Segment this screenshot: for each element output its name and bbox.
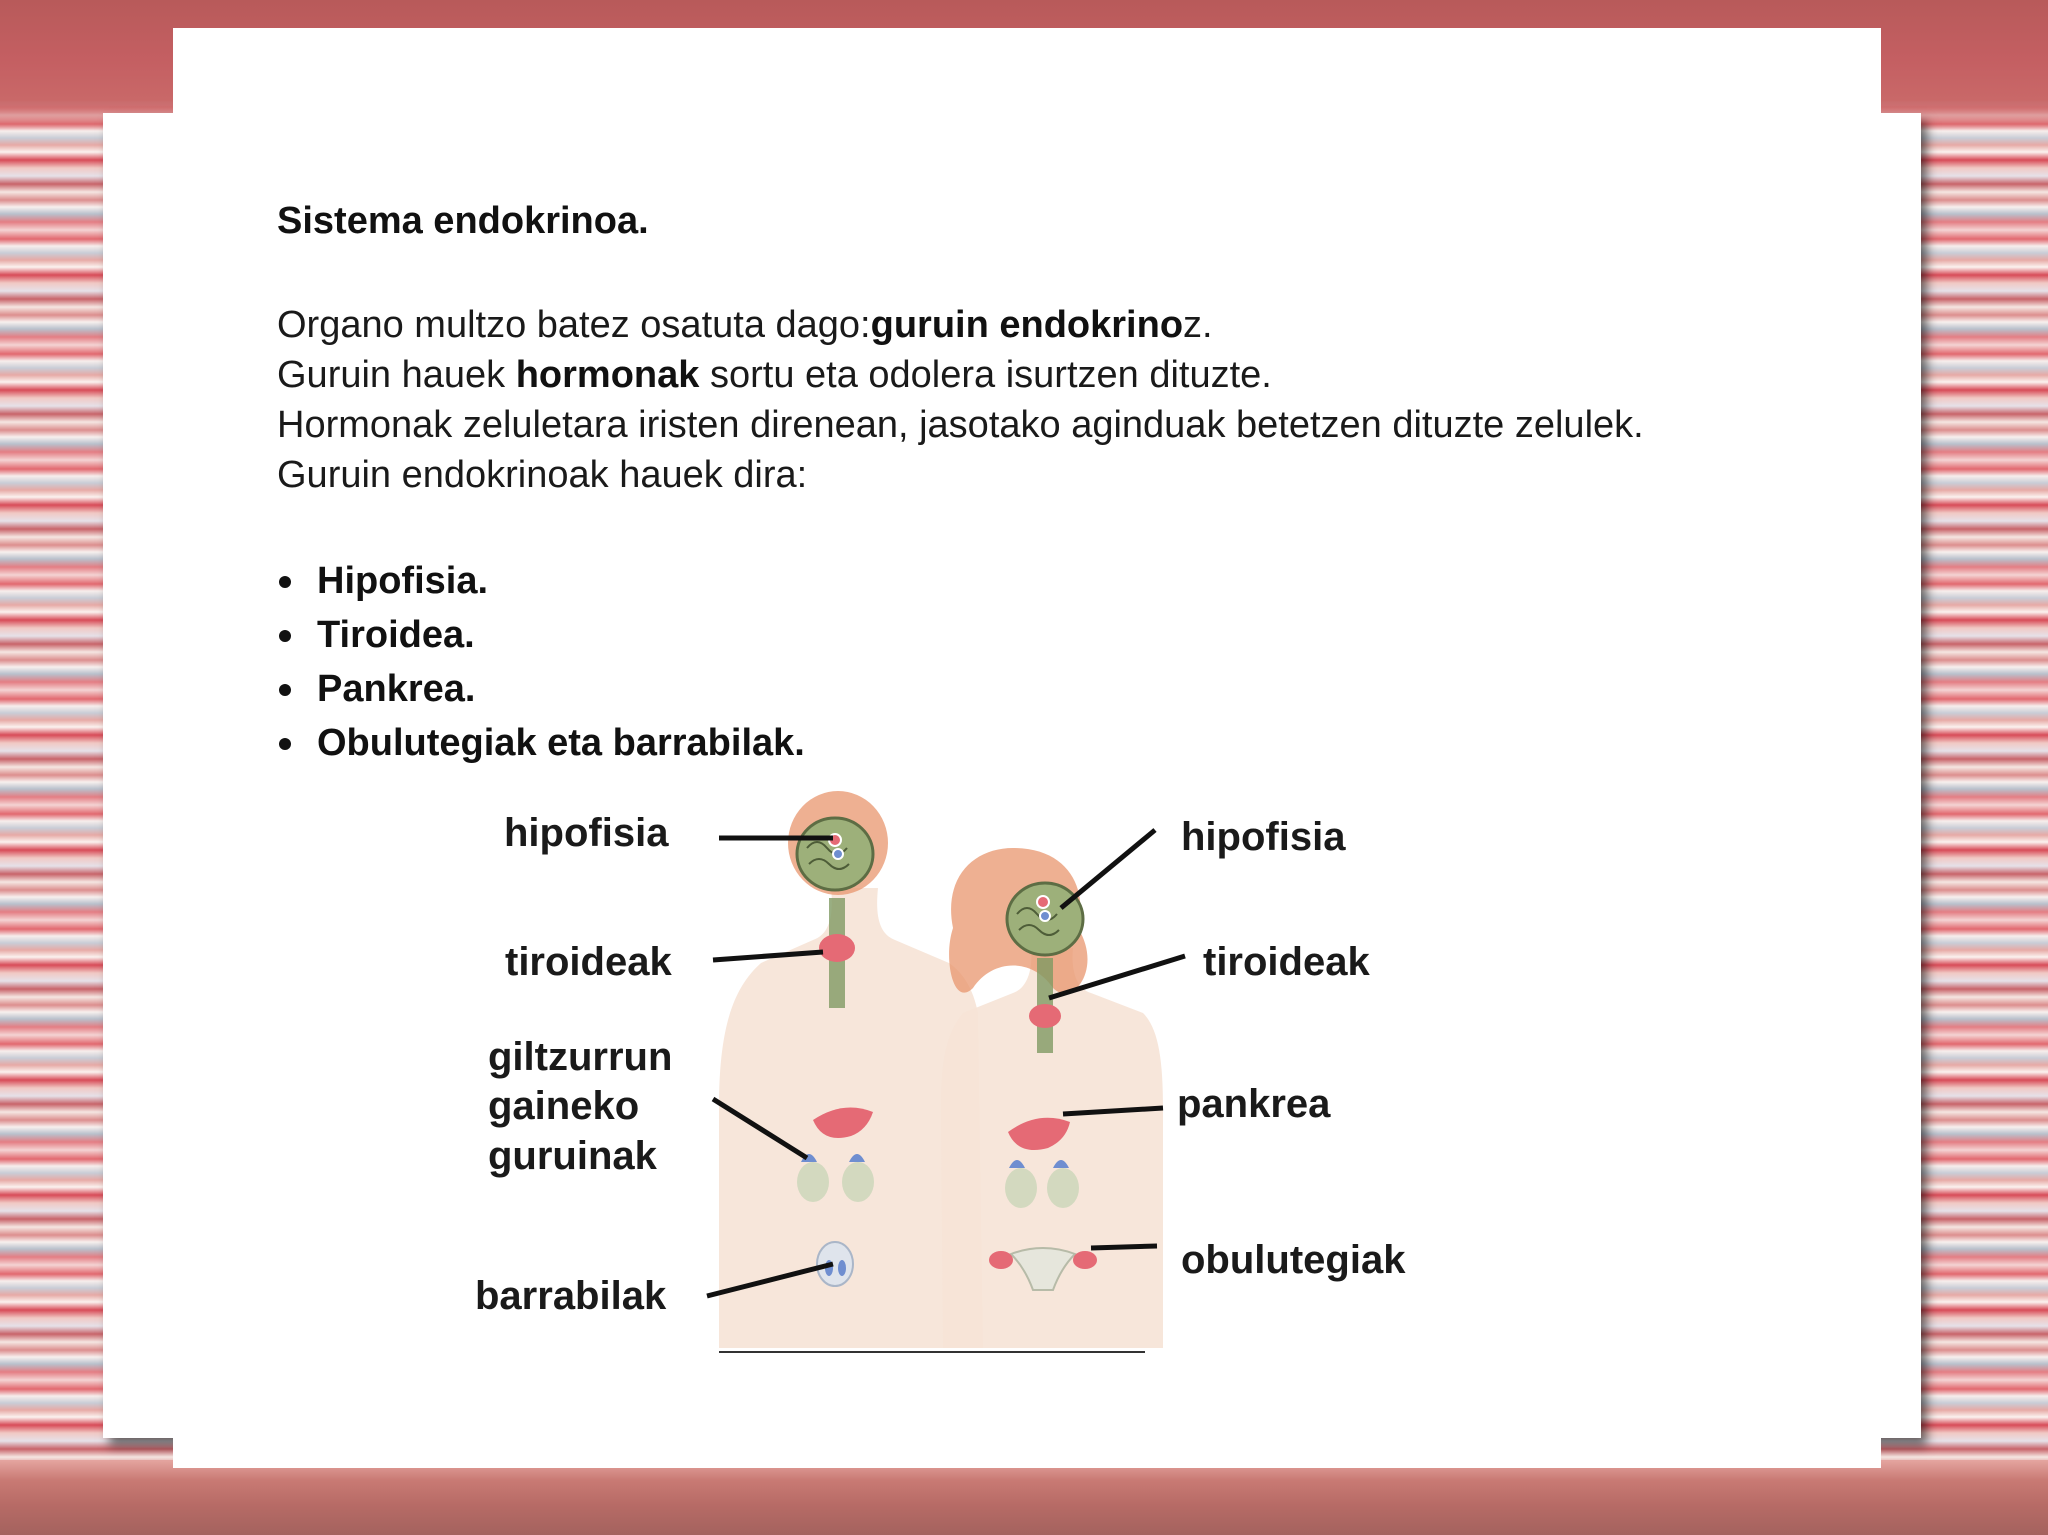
female-thyroid-icon	[1029, 1004, 1061, 1028]
label-tiroideak-female: tiroideak	[1203, 940, 1370, 984]
slide-title: Sistema endokrinoa.	[277, 200, 649, 242]
paragraph-2-end: sortu eta odolera isurtzen dituzte.	[699, 354, 1272, 396]
endocrine-diagram	[173, 28, 1881, 1468]
label-adrenal-line2: gaineko	[488, 1084, 640, 1128]
figures-illustration	[719, 791, 1163, 1352]
female-figure	[941, 848, 1163, 1348]
female-pituitary-icon	[1037, 896, 1049, 908]
label-pankrea: pankrea	[1177, 1082, 1331, 1126]
paragraph-1-end: z.	[1183, 304, 1213, 346]
paragraph-2-bold: hormonak	[515, 354, 700, 396]
list-item: Obulutegiak eta barrabilak.	[277, 716, 805, 770]
slide	[173, 28, 1881, 1468]
bottom-border-strip	[0, 1460, 2048, 1535]
label-hipofisia-male: hipofisia	[504, 811, 669, 855]
label-adrenal-line3: guruinak	[488, 1134, 657, 1178]
label-hipofisia-female: hipofisia	[1181, 815, 1346, 859]
female-ovary-icon	[989, 1251, 1013, 1269]
list-item: Hipofisia.	[277, 554, 805, 608]
label-tiroideak-male: tiroideak	[505, 940, 672, 984]
paragraph-1-bold: guruin endokrino	[870, 304, 1184, 346]
paragraph-1-text: Organo multzo batez osatuta dago:	[277, 304, 871, 346]
paragraph-2-start: Guruin hauek	[277, 354, 516, 396]
list-item: Pankrea.	[277, 662, 805, 716]
paragraph-4: Guruin endokrinoak hauek dira:	[277, 454, 808, 496]
label-obulutegiak: obulutegiak	[1181, 1238, 1406, 1282]
label-adrenal-line1: giltzurrun	[488, 1035, 673, 1079]
paragraph-3: Hormonak zeluletara iristen direnean, jasotako aginduak betetzen dituzte zelulek.	[277, 404, 1644, 446]
label-barrabilak: barrabilak	[475, 1274, 667, 1318]
list-item: Tiroidea.	[277, 608, 805, 662]
female-kidney-icon	[1005, 1168, 1037, 1208]
male-thyroid-icon	[819, 934, 855, 962]
male-kidney-icon	[797, 1162, 829, 1202]
